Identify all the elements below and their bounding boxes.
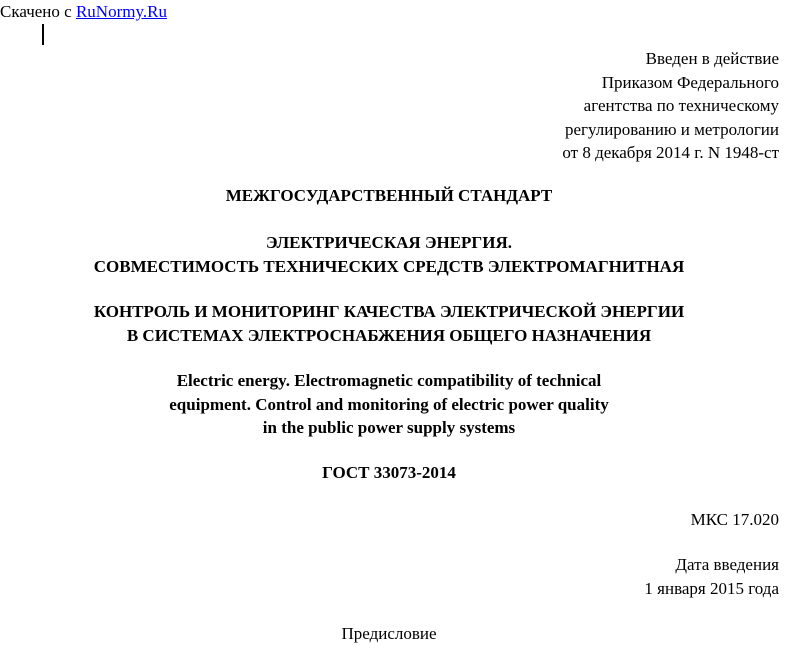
standard-type-text: МЕЖГОСУДАРСТВЕННЫЙ СТАНДАРТ (225, 186, 553, 205)
gost-code-text: ГОСТ 33073-2014 (322, 463, 456, 482)
gost-code (0, 461, 778, 484)
source-prefix: Скачено с (0, 2, 76, 21)
runormy-link[interactable]: RuNormy.Ru (75, 2, 167, 21)
mks-code: МКС 17.020 (690, 510, 779, 529)
title-ru-part-1 (0, 231, 778, 278)
title-en-line: Electric energy. Electromagnetic compatibility of technical (176, 371, 602, 390)
title-en (0, 369, 778, 440)
preface-heading (0, 622, 778, 645)
source-line (0, 2, 167, 22)
title-ru-line: СОВМЕСТИМОСТЬ ТЕХНИЧЕСКИХ СРЕДСТВ ЭЛЕКТРОМАГНИТНАЯ (93, 256, 685, 276)
text-cursor (42, 24, 44, 45)
title-en-line: in the public power supply systems (262, 418, 516, 437)
enactment-line: Приказом Федерального (601, 72, 779, 92)
title-ru-part-2 (0, 300, 778, 347)
enactment-line: регулированию и метрологии (564, 119, 779, 139)
preface-heading-text: Предисловие (341, 624, 437, 643)
title-ru-line: ЭЛЕКТРИЧЕСКАЯ ЭНЕРГИЯ. (265, 233, 512, 252)
title-ru-line: В СИСТЕМАХ ЭЛЕКТРОСНАБЖЕНИЯ ОБЩЕГО НАЗНАЧЕНИЯ (126, 325, 652, 345)
effective-date (644, 553, 779, 600)
title-en-line: equipment. Control and monitoring of electric power quality (169, 394, 609, 414)
enactment-note (562, 47, 779, 165)
enactment-line: агентства по техническому (583, 96, 779, 115)
effective-date-value: 1 января 2015 года (644, 578, 779, 598)
title-ru-line: КОНТРОЛЬ И МОНИТОРИНГ КАЧЕСТВА ЭЛЕКТРИЧЕСКОЙ ЭНЕРГИИ (93, 302, 685, 321)
enactment-line: от 8 декабря 2014 г. N 1948-ст (562, 143, 779, 162)
standard-type-heading (0, 184, 778, 207)
enactment-line: Введен в действие (645, 49, 779, 68)
effective-date-label: Дата введения (675, 555, 779, 574)
